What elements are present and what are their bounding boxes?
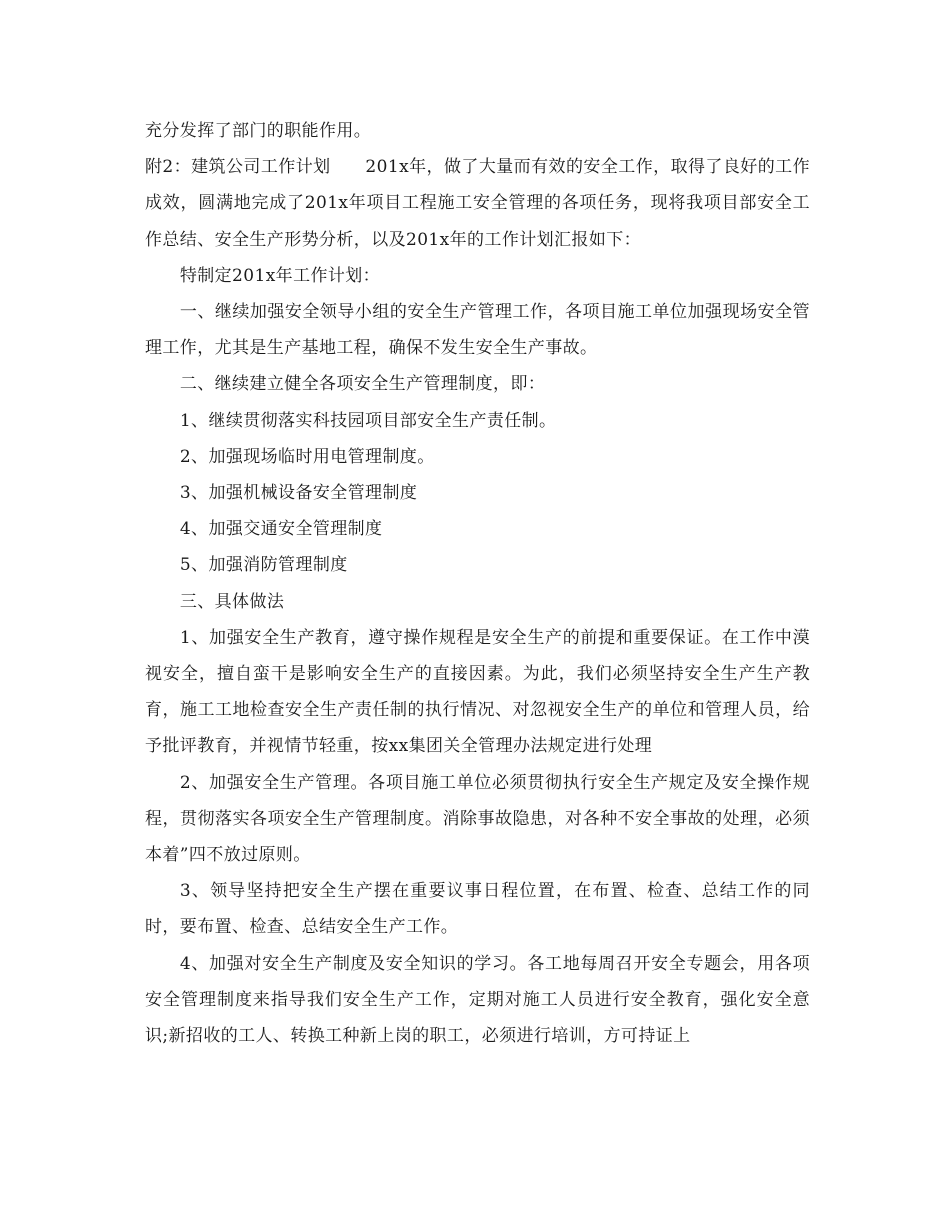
paragraph-4: 一、继续加强安全领导小组的安全生产管理工作，各项目施工单位加强现场安全管理工作，尤其是生产基地工程，确保不发生安全生产事故。 [145,302,810,359]
paragraph-1: 充分发挥了部门的职能作用。 [145,121,372,141]
list-item-2: 2、加强现场临时用电管理制度。 [179,446,435,467]
list-item-1: 1、继续贯彻落实科技园项目部安全生产责任制。 [179,410,557,431]
method-item-1: 1、加强安全生产教育，遵守操作规程是安全生产的前提和重要保证。在工作中漠视安全，擅自蛮干是影响安全生产的直接因素。为此，我们必须坚持安全生产生产教育，施工工地检查安全生产责任制的执行情况、对忽视安全生产的单位和管理人员，给予批评教育，并视情节轻重，按xx集团关全管理办法规定进行处理 [145,627,810,757]
method-item-4: 4、加强对安全生产制度及安全知识的学习。各工地每周召开安全专题会，用各项安全管理制度来指导我们安全生产工作，定期对施工人员进行安全教育，强化安全意识;新招收的工人、转换工种新上岗的职工，必须进行培训，方可持证上 [145,953,810,1047]
paragraph-3: 特制定201x年工作计划： [179,265,381,286]
list-item-3: 3、加强机械设备安全管理制度 [179,483,418,504]
section-heading-3: 三、具体做法 [179,591,285,612]
list-item-5: 5、加强消防管理制度 [179,555,348,576]
paragraph-5: 二、继续建立健全各项安全生产管理制度，即： [179,374,546,395]
document-body [145,113,810,1054]
method-item-2: 2、加强安全生产管理。各项目施工单位必须贯彻执行安全生产规定及安全操作规程，贯彻落实各项安全生产管理制度。消除事故隐患，对各种不安全事故的处理，必须本着”四不放过原则。 [145,772,810,866]
paragraph-2: 附2：建筑公司工作计划 201x年，做了大量而有效的安全工作，取得了良好的工作成效，圆满地完成了201x年项目工程施工安全管理的各项任务，现将我项目部安全工作总结、安全生产形势分析，以及201x年的工作计划汇报如下： [145,157,810,250]
method-item-3: 3、领导坚持把安全生产摆在重要议事日程位置，在布置、检查、总结工作的同时，要布置、检查、总结安全生产工作。 [145,881,810,938]
list-item-4: 4、加强交通安全管理制度 [179,519,383,540]
